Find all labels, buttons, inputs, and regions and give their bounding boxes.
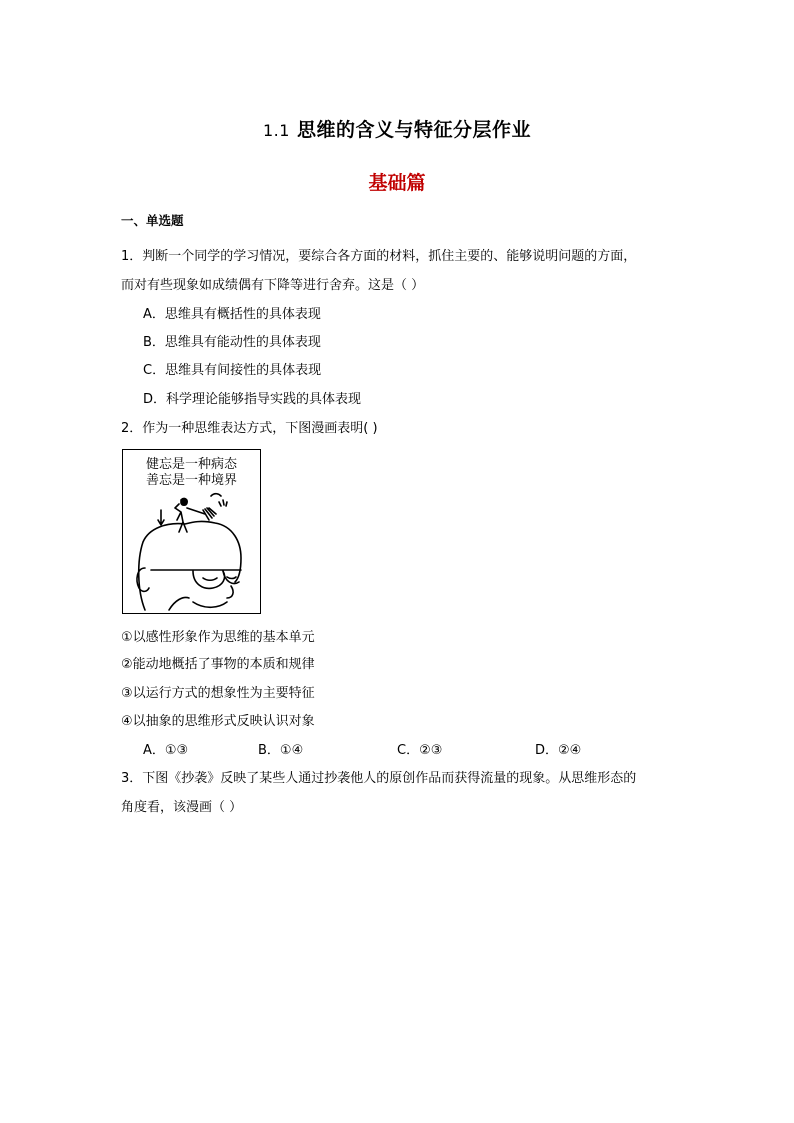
q3-stem-line2: 角度看，该漫画（ ） <box>121 800 243 815</box>
page-title <box>0 115 794 142</box>
q1-stem-line1: 1．判断一个同学的学习情况，要综合各方面的材料，抓住主要的、能够说明问题的方面， <box>121 249 637 264</box>
cartoon-caption-1: 健忘是一种病态 <box>145 457 237 472</box>
q2-choice-a: A．①③ <box>143 743 189 758</box>
q1-stem-line2: 而对有些现象如成绩偶有下降等进行舍弃。这是（ ） <box>121 278 425 293</box>
section-subtitle: 基础篇 <box>368 172 426 194</box>
cartoon-image <box>122 449 261 614</box>
q2-choice-d: D．②④ <box>535 743 582 758</box>
q2-statement-3: ③以运行方式的想象性为主要特征 <box>121 686 315 701</box>
q2-statement-4: ④以抽象的思维形式反映认识对象 <box>121 714 315 729</box>
cartoon-drawing <box>123 450 260 613</box>
q2-statement-1: ①以感性形象作为思维的基本单元 <box>121 630 315 645</box>
title-number: 1.1 <box>262 121 290 140</box>
q2-choice-b: B．①④ <box>258 743 304 758</box>
q3-stem-line1: 3．下图《抄袭》反映了某些人通过抄袭他人的原创作品而获得流量的现象。从思维形态的 <box>121 771 637 786</box>
q2-statement-2: ②能动地概括了事物的本质和规律 <box>121 657 315 672</box>
q1-option-c: C．思维具有间接性的具体表现 <box>143 363 322 378</box>
q1-option-a: A．思维具有概括性的具体表现 <box>143 307 321 322</box>
cartoon-caption-2: 善忘是一种境界 <box>145 473 237 488</box>
q1-option-d: D．科学理论能够指导实践的具体表现 <box>143 392 362 407</box>
q2-stem: 2．作为一种思维表达方式，下图漫画表明( ) <box>121 421 378 436</box>
question-type-heading: 一、单选题 <box>121 213 184 228</box>
q2-choice-c: C．②③ <box>397 743 443 758</box>
q1-option-b: B．思维具有能动性的具体表现 <box>143 335 321 350</box>
title-text: 思维的含义与特征分层作业 <box>297 119 532 141</box>
